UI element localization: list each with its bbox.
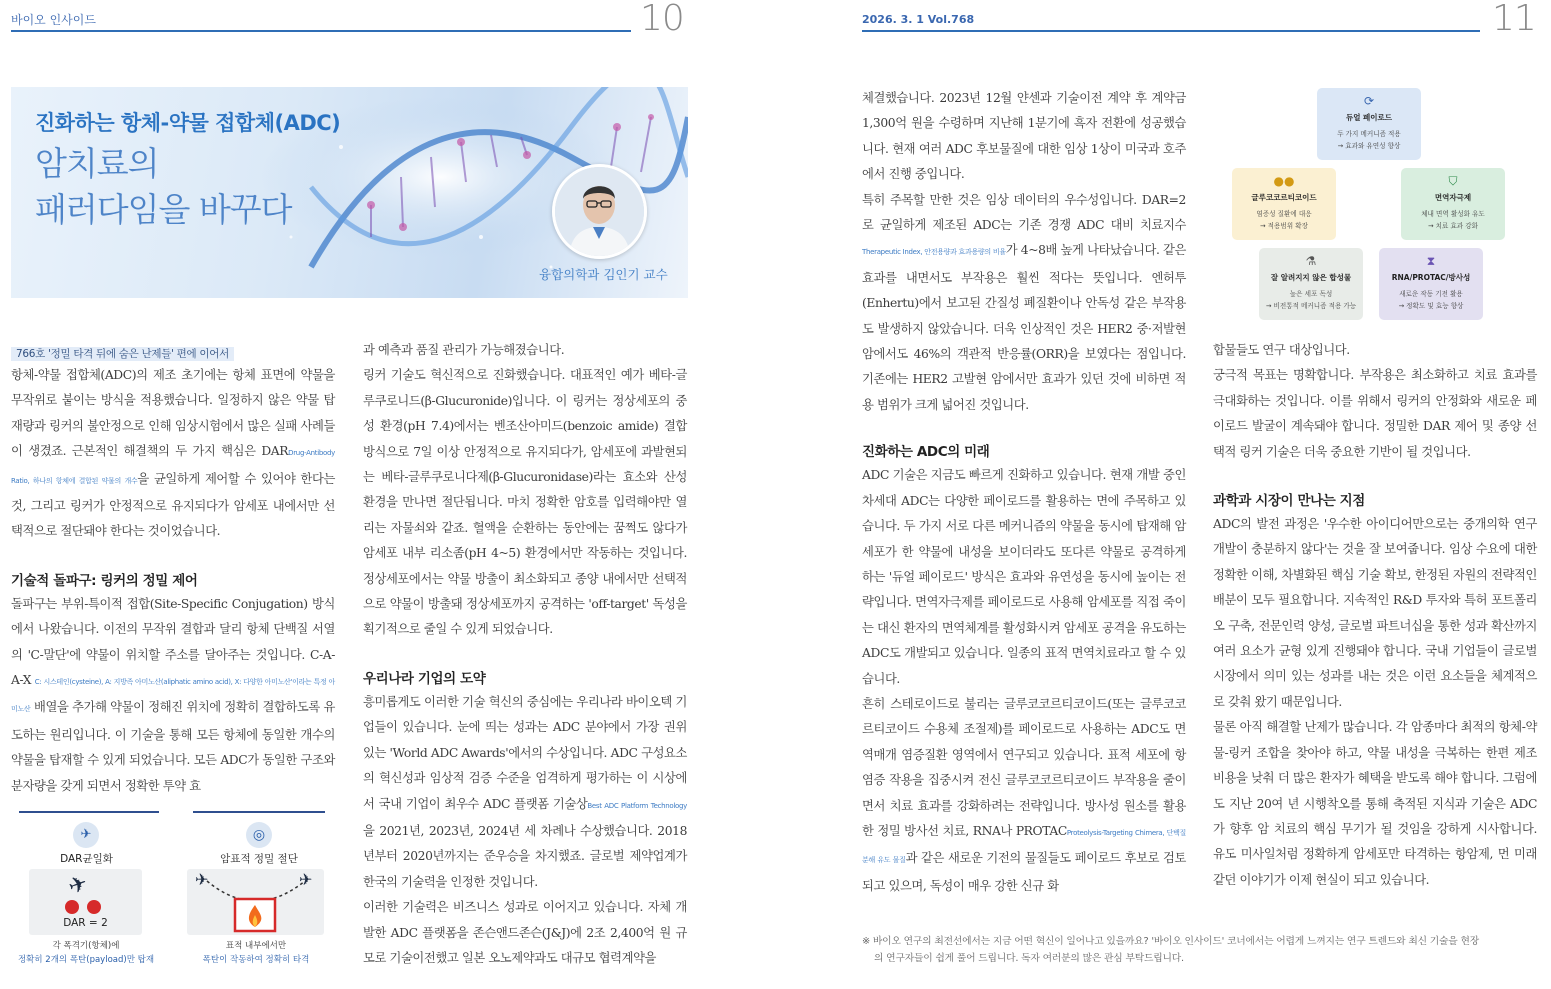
inline-note: Drug-Antibody Ratio, 하나의 항체에 결합된 약물의 개수 bbox=[11, 449, 335, 485]
infographic-left-heading: DAR균일화 bbox=[60, 853, 113, 865]
page-number-right: 11 bbox=[1492, 0, 1536, 39]
svg-text:✈: ✈ bbox=[299, 870, 313, 889]
text: 을 2021년, 2023년, 2024년 세 차례나 수상했습니다. 2018년부터 2020년까지는 준우승을 차지했죠. 글로벌 제약업계가 한국의 기술력을 인정한 것입니다. bbox=[363, 823, 687, 889]
bomb-target-icon bbox=[187, 869, 324, 935]
desc-line: → 비전통적 메커니즘 적용 가능 bbox=[1265, 302, 1357, 310]
payload-icon bbox=[87, 900, 101, 914]
desc-line: 체내 면역 활성화 유도 bbox=[1421, 210, 1485, 218]
inline-note: C: 시스테인(cysteine), A: 지방족 아미노산(aliphatic amino acid), X: 다양한 아미노산'이라는 특정 아미노산 bbox=[11, 678, 335, 714]
header-rule-right bbox=[862, 30, 1480, 32]
diagram-box-title: 듀얼 페이로드 bbox=[1345, 113, 1393, 122]
paragraph: 물론 아직 해결할 난제가 많습니다. 각 암종마다 최적의 항체-약물-링커 조합을 찾아야 하고, 약물 내성을 극복하는 한편 제조 비용을 낮춰 더 많은 환자가 혜택을 받도록 해야 합니다. 그럼에도 지난 20여 년 시행착오를 통해 축적된 지식과 기술은 ADC가 향후 암 치료의 핵심 무기가 될 것임을 강하게 시사합니다. 유도 미사일처럼 정확하게 암세포만 타격하는 항암제, 먼 미래 같던 이야기가 이제 현실이 되고 있습니다. bbox=[1213, 720, 1537, 887]
diagram-box-title: 잘 알려지지 않은 합성물 bbox=[1270, 273, 1352, 282]
diagram-box-desc bbox=[1232, 208, 1336, 232]
paragraph: 궁극적 목표는 명확합니다. 부작용은 최소화하고 치료 효과를 극대화하는 것입니다. 이를 위해서 링커의 안정화와 새로운 페이로드 발굴이 계속돼야 합니다. 정밀한 DAR 제어 및 종양 선택적 링커 기술은 더욱 중요한 기반이 될 것입니다. bbox=[1213, 368, 1537, 459]
desc-line: → 적용범위 확장 bbox=[1260, 222, 1308, 230]
diagram-box-title: 글루코코르티코이드 bbox=[1251, 193, 1317, 202]
header-rule-left bbox=[11, 30, 631, 32]
desc-line: 높은 세포 독성 bbox=[1289, 290, 1333, 298]
text: 특히 주목할 만한 것은 임상 데이터의 우수성입니다. DAR=2로 균일하게 제조된 ADC는 기존 경쟁 ADC 대비 치료지수 bbox=[862, 192, 1186, 233]
dar-label: DAR = 2 bbox=[63, 917, 108, 929]
footnote bbox=[862, 933, 1542, 967]
paragraph: 체결했습니다. 2023년 12월 얀센과 기술이전 계약 후 계약금 1,300억 원을 수령하며 지난해 1분기에 흑자 전환에 성공했습니다. 현재 여러 ADC 후보물질에 대한 임상 1상이 미국과 호주에서 진행 중입니다. bbox=[862, 91, 1186, 182]
desc-line: 새로운 작동 기전 활용 bbox=[1399, 290, 1463, 298]
payload-diagram bbox=[1225, 88, 1525, 328]
person-icon bbox=[555, 167, 644, 256]
paragraph bbox=[363, 690, 687, 895]
caption-line: 폭탄이 작동하여 정확히 타격 bbox=[202, 955, 310, 965]
column-1 bbox=[11, 338, 335, 799]
heading-market: 과학과 시장이 만나는 지점 bbox=[1213, 493, 1365, 510]
divider bbox=[193, 811, 325, 813]
hero-banner bbox=[11, 87, 688, 298]
cleavage-illustration bbox=[187, 869, 324, 935]
paragraph: ADC의 발전 과정은 '우수한 아이디어만으로는 중개의학 연구개발이 충분하지 않다'는 것을 잘 보여줍니다. 임상 수요에 대한 정확한 이해, 차별화된 핵심 기술 확보, 한정된 자원의 전략적인 배분이 모두 필요합니다. 지속적인 R&D 투자와 특허 포트폴리오 구축, 전문인력 양성, 글로벌 파트너십을 통한 성과 확산까지 여러 요소가 균형 있게 진행돼야 합니다. 국내 기업들이 글로벌 시장에서 의미 있는 성과를 내는 것은 이런 요소들을 체계적으로 갖춰 왔기 때문입니다. bbox=[1213, 517, 1537, 709]
footnote-line: ※ 바이오 연구의 최전선에서는 지금 어떤 혁신이 일어나고 있을까요? '바이오 인사이드' 코너에서는 어렵게 느껴지는 연구 트렌드와 최신 기술을 현장 bbox=[862, 936, 1480, 947]
jet-icon: ✈ bbox=[73, 822, 99, 848]
author-name: 융합의학과 김인기 교수 bbox=[539, 267, 668, 282]
diagram-box-dual-payload bbox=[1317, 88, 1421, 160]
author-photo bbox=[552, 164, 647, 259]
text: 흥미롭게도 이러한 기술 혁신의 중심에는 우리나라 바이오텍 기업들이 있습니다. 눈에 띄는 성과는 ADC 분야에서 가장 권위 있는 'World ADC Awards'에서의 수상입니다. ADC 구성요소의 혁신성과 임상적 검증 수준을 엄격하게 평가하는 이 시상에서 국내 기업이 최우수 ADC 플랫폼 기술상 bbox=[363, 694, 687, 811]
issue-label: 2026. 3. 1 Vol.768 bbox=[862, 13, 975, 26]
diagram-box-title: 면역자극제 bbox=[1434, 193, 1472, 202]
dar-illustration bbox=[29, 869, 142, 935]
diagram-box-rna-protac bbox=[1379, 248, 1483, 320]
caption-line: 정확히 2개의 폭탄(payload)만 탑재 bbox=[17, 955, 155, 965]
paragraph: 링커 기술도 혁신적으로 진화했습니다. 대표적인 예가 베타-글루쿠로니드(β-Glucuronide)입니다. 이 링커는 정상세포의 중성 환경(pH 7.4)에서는 벤조산아미드(benzoic amide) 결합 방식으로 7일 이상 안정적으로 유지되다가, 암세포에 과발현되는 베타-글루쿠로니다제(β-Glucuronidase)라는 효소와 산성 환경을 만나면 절단됩니다. 마치 정확한 암호를 입력해야만 열리는 자물쇠와 같죠. 혈액을 순환하는 동안에는 꿈쩍도 않다가 암세포 내부 리소좀(pH 4~5) 환경에서만 작동하는 것입니다. 정상세포에서는 약물 방출이 최소화되고 종양 내에서만 선택적으로 약물이 방출돼 정상세포까지 공격하는 'off-target' 독성을 획기적으로 줄일 수 있게 되었습니다. bbox=[363, 368, 687, 637]
text: 항체-약물 접합체(ADC)의 제조 초기에는 항체 표면에 약물을 무작위로 붙이는 방식을 적용했습니다. 일정하지 않은 약물 탑재량과 링커의 불안정으로 인해 임상시험에서 많은 실패 사례들이 생겼죠. 근본적인 해결책의 두 가지 핵심은 DAR bbox=[11, 368, 335, 459]
caption-line: 표적 내부에서만 bbox=[225, 941, 287, 951]
desc-line: → 정확도 및 효능 향상 bbox=[1398, 302, 1464, 310]
infographic-left-caption bbox=[11, 939, 161, 967]
series-tag: 766호 '정밀 타격 뒤에 숨은 난제들' 편에 이어서 bbox=[11, 347, 234, 361]
infographic-right-heading: 암표적 정밀 절단 bbox=[220, 853, 298, 865]
infographic-right-caption bbox=[181, 939, 331, 967]
diagram-box-glucocorticoid bbox=[1232, 168, 1336, 240]
shield-icon: ⛉ bbox=[1448, 174, 1458, 188]
flask-icon: ⚗ bbox=[1305, 254, 1317, 268]
diagram-box-desc bbox=[1379, 288, 1483, 312]
paragraph bbox=[11, 592, 335, 799]
heading-future: 진화하는 ADC의 미래 bbox=[862, 444, 990, 461]
column-3 bbox=[862, 86, 1186, 899]
desc-line: 염증성 질환에 대응 bbox=[1256, 210, 1312, 218]
inline-note: Proteolysis-Targeting Chimera, 단백질 분해 유도 물질 bbox=[862, 828, 1187, 865]
bomber-icon: ✈ bbox=[65, 870, 92, 901]
text: 배열을 추가해 약물이 정해진 위치에 정확히 결합하도록 유도하는 원리입니다. 이 기술을 통해 모든 항체에 동일한 개수의 약물을 탑재할 수 있게 되었습니다. 모든 ADC가 동일한 구조와 분자량을 갖게 되면서 정확한 투약 효 bbox=[11, 700, 335, 793]
page-number-left: 10 bbox=[640, 0, 684, 39]
hero-title-line2: 패러다임을 바꾸다 bbox=[35, 190, 292, 229]
hourglass-icon: ⧗ bbox=[1426, 254, 1436, 268]
text: 가 4~8배 높게 나타났습니다. 같은 효과를 내면서도 부작용은 훨씬 적다는 뜻입니다. 엔허투(Enhertu)에서 보고된 간질성 폐질환이나 안독성 같은 부작용도 발생하지 않았습니다. 더욱 인상적인 것은 HER2 중·저발현 암에서도 46%의 객관적 반응률(ORR)을 보였다는 점입니다. 기존에는 HER2 고발현 암에서만 효과가 있던 것에 비하면 적용 범위가 크게 넓어진 것입니다. bbox=[862, 243, 1186, 412]
paragraph bbox=[862, 188, 1186, 419]
hero-subtitle: 진화하는 항체-약물 접합체(ADC) bbox=[35, 111, 341, 135]
column-2 bbox=[363, 338, 687, 971]
pills-icon: ●● bbox=[1273, 174, 1295, 188]
paragraph: 합물들도 연구 대상입니다. bbox=[1213, 343, 1350, 357]
desc-line: → 효과와 유연성 향상 bbox=[1337, 142, 1401, 150]
desc-line: → 치료 효과 강화 bbox=[1427, 222, 1479, 230]
refresh-icon: ⟳ bbox=[1363, 94, 1375, 108]
section-label: 바이오 인사이드 bbox=[11, 13, 96, 27]
heading-korea: 우리나라 기업의 도약 bbox=[363, 670, 486, 687]
hero-title-line1: 암치료의 bbox=[35, 144, 159, 183]
paragraph bbox=[862, 692, 1186, 899]
text: 을 균일하게 제어할 수 있어야 한다는 것, 그리고 링커가 안정적으로 유지되다가 암세포 내에서만 선택적으로 절단돼야 한다는 것이었습니다. bbox=[11, 471, 335, 539]
diagram-box-immune bbox=[1401, 168, 1505, 240]
diagram-box-desc bbox=[1401, 208, 1505, 232]
diagram-box-synthetic bbox=[1259, 248, 1363, 320]
text: 과 같은 새로운 기전의 물질들도 페이로드 후보로 검토되고 있으며, 독성이 매우 강한 신규 화 bbox=[862, 851, 1186, 893]
paragraph: ADC 기술은 지금도 빠르게 진화하고 있습니다. 현재 개발 중인 차세대 ADC는 다양한 페이로드를 활용하는 면에 주목하고 있습니다. 두 가지 서로 다른 메커니즘의 약물을 동시에 탑재해 암세포가 한 약물에 내성을 보이더라도 또다른 약물로 공격하게 하는 '듀얼 페이로드' 방식은 효과와 유연성을 동시에 높이는 전략입니다. 면역자극제를 페이로드로 사용해 암세포를 직접 죽이는 대신 환자의 면역체계를 활성화시켜 암세포 공격을 유도하는 ADC도 개발되고 있습니다. 일종의 표적 면역치료라고 할 수 있습니다. bbox=[862, 468, 1186, 686]
paragraph bbox=[11, 363, 335, 545]
column-4 bbox=[1213, 338, 1537, 893]
text: 흔히 스테로이드로 불리는 글루코코르티코이드(또는 글루코코르티코이드 수용체 조절제)를 페이로드로 사용하는 ADC도 면역매개 염증질환 영역에서 연구되고 있습니다. 표적 세포에 항염증 작용을 집중시켜 전신 글루코코르티코이드 부작용을 줄이면서 치료 효과를 강화하려는 전략입니다. 방사성 원소를 활용한 정밀 방사선 치료, RNA나 PROTAC bbox=[862, 696, 1186, 838]
diagram-box-title: RNA/PROTAC/방사성 bbox=[1391, 273, 1471, 282]
inline-note: Best ADC Platform Technology bbox=[587, 801, 687, 810]
diagram-box-desc bbox=[1259, 288, 1363, 312]
payload-icon bbox=[65, 900, 79, 914]
paragraph: 이러한 기술력은 비즈니스 성과로 이어지고 있습니다. 자체 개발한 ADC 플랫폼을 존슨앤드존슨(J&J)에 2조 2,400억 원 규모로 기술이전했고 일본 오노제약과도 대규모 협력계약을 bbox=[363, 900, 687, 965]
paragraph: 과 예측과 품질 관리가 가능해졌습니다. bbox=[363, 343, 565, 357]
inline-note: Therapeutic Index, 안전용량과 효과용량의 비율 bbox=[862, 248, 1006, 257]
adc-infographic bbox=[11, 808, 341, 978]
footnote-line: 의 연구자들이 쉽게 풀어 드립니다. 독자 여러분의 많은 관심 부탁드립니다. bbox=[874, 953, 1184, 964]
diagram-box-desc bbox=[1317, 128, 1421, 152]
divider bbox=[19, 811, 159, 813]
heading-linker: 기술적 돌파구: 링커의 정밀 제어 bbox=[11, 572, 198, 589]
svg-text:✈: ✈ bbox=[195, 870, 209, 889]
text: 돌파구는 부위-특이적 접합(Site-Specific Conjugation) 방식에서 나왔습니다. 이전의 무작위 결합과 달리 항체 단백질 서열의 'C-말단'에 약물이 위치할 주소를 달아주는 것입니다. C-A-A-X bbox=[11, 596, 335, 688]
target-icon: ◎ bbox=[246, 822, 272, 848]
caption-line: 각 폭격기(항체)에 bbox=[52, 941, 120, 951]
desc-line: 두 가지 메커니즘 적용 bbox=[1337, 130, 1401, 138]
